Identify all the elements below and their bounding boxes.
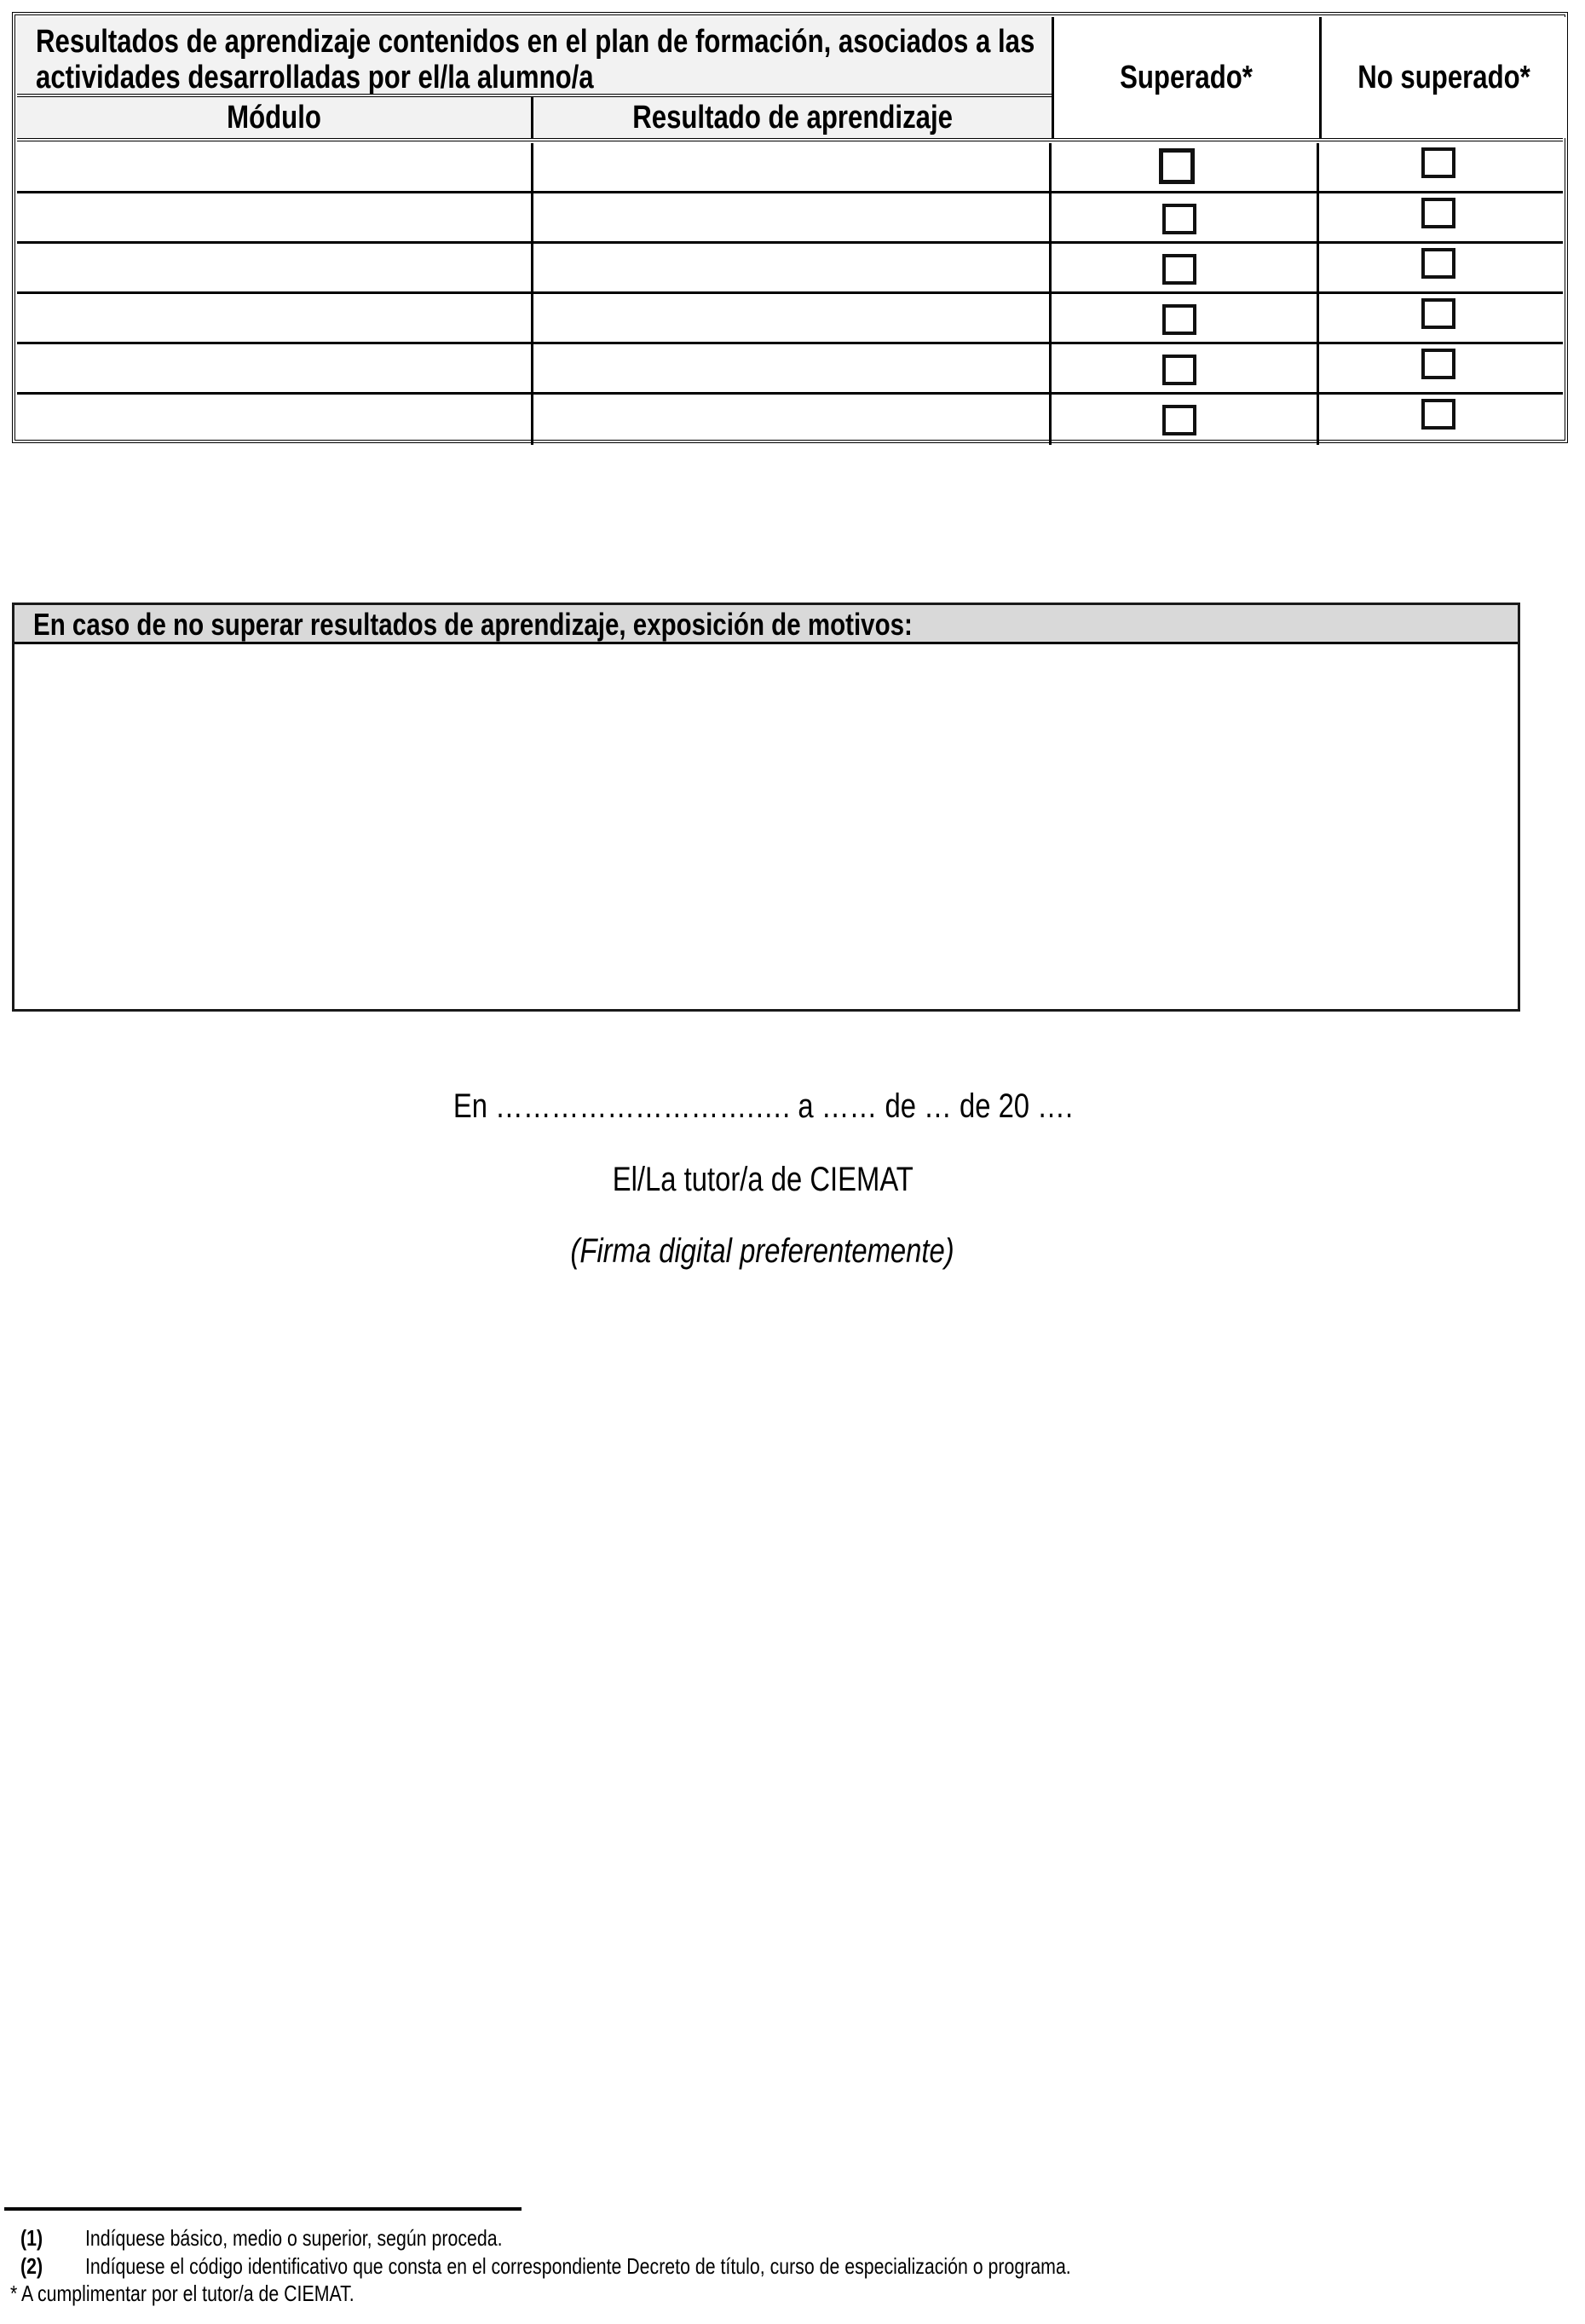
- table-title-line-1: Resultados de aprendizaje contenidos en el plan de formación, asociados a las: [36, 24, 1035, 60]
- table-row: [17, 344, 1563, 395]
- motives-header: [14, 605, 1518, 644]
- footnote-asterisk: [10, 2280, 429, 2307]
- no-superado-checkbox[interactable]: [1421, 248, 1455, 279]
- modulo-cell[interactable]: [17, 143, 533, 191]
- signature-date-line: [0, 1085, 1525, 1127]
- column-header-no-superado-label: No superado*: [1357, 60, 1530, 95]
- table-row: [17, 143, 1563, 193]
- table-row: [17, 294, 1563, 344]
- signature-note-line: [0, 1230, 1525, 1272]
- no-superado-checkbox[interactable]: [1421, 399, 1455, 430]
- resultado-cell[interactable]: [533, 344, 1052, 392]
- header-divider: [17, 138, 1563, 141]
- no-superado-cell: [1319, 193, 1566, 241]
- resultado-cell[interactable]: [533, 244, 1052, 291]
- column-header-superado-label: Superado*: [1120, 60, 1254, 95]
- column-header-no-superado: [1319, 17, 1566, 138]
- footnote-number: (2): [20, 2253, 43, 2279]
- modulo-cell[interactable]: [17, 294, 533, 342]
- learning-results-table: [12, 12, 1568, 443]
- superado-checkbox[interactable]: [1162, 304, 1196, 335]
- resultado-cell[interactable]: [533, 193, 1052, 241]
- no-superado-cell: [1319, 244, 1566, 291]
- motives-textarea[interactable]: [14, 644, 1518, 1009]
- modulo-cell[interactable]: [17, 395, 533, 445]
- footnote-text: * A cumplimentar por el tutor/a de CIEMAT.: [10, 2281, 354, 2306]
- signature-tutor-line: [0, 1158, 1525, 1201]
- table-row: [17, 244, 1563, 294]
- column-header-resultado-label: Resultado de aprendizaje: [632, 100, 953, 136]
- modulo-cell[interactable]: [17, 344, 533, 392]
- motives-section: [12, 603, 1520, 1012]
- modulo-cell[interactable]: [17, 193, 533, 241]
- superado-cell: [1052, 294, 1319, 342]
- table-row: [17, 193, 1563, 244]
- signature-tutor-text: El/La tutor/a de CIEMAT: [612, 1161, 914, 1198]
- column-header-resultado: [533, 97, 1052, 138]
- resultado-cell[interactable]: [533, 143, 1052, 191]
- footnote-text: Indíquese el código identificativo que consta en el correspondiente Decreto de título, curso de especialización o programa.: [85, 2253, 1071, 2279]
- signature-date-text: En ……………………….…. a …… de … de 20 ….: [452, 1087, 1073, 1125]
- no-superado-checkbox[interactable]: [1421, 147, 1455, 178]
- motives-header-label: En caso de no superar resultados de aprendizaje, exposición de motivos:: [33, 607, 913, 642]
- no-superado-checkbox[interactable]: [1421, 349, 1455, 379]
- resultado-cell[interactable]: [533, 395, 1052, 445]
- table-row: [17, 395, 1563, 445]
- table-title-header: [17, 17, 1052, 97]
- table-grid: [17, 17, 1563, 438]
- superado-cell: [1052, 344, 1319, 392]
- footnote-number: (1): [20, 2225, 43, 2251]
- superado-cell: [1052, 193, 1319, 241]
- signature-note-text: (Firma digital preferentemente): [570, 1232, 955, 1270]
- no-superado-cell: [1319, 395, 1566, 445]
- superado-cell: [1052, 143, 1319, 191]
- no-superado-checkbox[interactable]: [1421, 198, 1455, 228]
- modulo-cell[interactable]: [17, 244, 533, 291]
- column-header-modulo-label: Módulo: [227, 100, 321, 136]
- column-header-superado: [1052, 17, 1319, 138]
- superado-checkbox[interactable]: [1162, 405, 1196, 435]
- superado-checkbox[interactable]: [1162, 254, 1196, 285]
- no-superado-cell: [1319, 143, 1566, 191]
- no-superado-checkbox[interactable]: [1421, 298, 1455, 329]
- resultado-cell[interactable]: [533, 294, 1052, 342]
- superado-checkbox[interactable]: [1159, 148, 1195, 184]
- no-superado-cell: [1319, 344, 1566, 392]
- superado-cell: [1052, 395, 1319, 445]
- superado-checkbox[interactable]: [1162, 355, 1196, 385]
- column-header-modulo: [17, 97, 533, 138]
- footnote-divider: [4, 2207, 522, 2211]
- superado-checkbox[interactable]: [1162, 204, 1196, 234]
- table-title-line-2: actividades desarrolladas por el/la alumno/a: [36, 60, 594, 95]
- superado-cell: [1052, 244, 1319, 291]
- footnote-text: Indíquese básico, medio o superior, según proceda.: [85, 2225, 503, 2251]
- table-body: [17, 143, 1563, 438]
- no-superado-cell: [1319, 294, 1566, 342]
